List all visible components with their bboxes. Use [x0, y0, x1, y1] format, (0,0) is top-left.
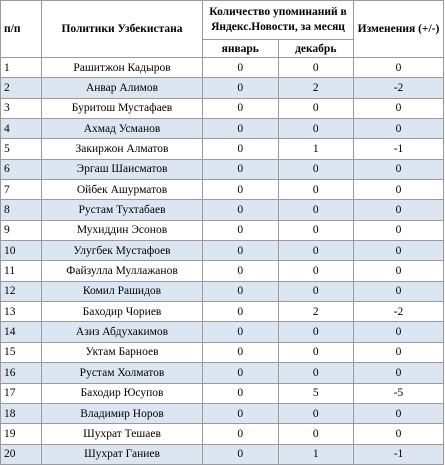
december-count: 1: [278, 139, 354, 159]
december-count: 0: [278, 424, 354, 444]
january-count: 0: [203, 322, 279, 342]
header-december: декабрь: [278, 40, 354, 58]
change-value: -5: [354, 383, 444, 403]
row-number: 5: [1, 139, 42, 159]
row-number: 19: [1, 424, 42, 444]
row-number: 8: [1, 200, 42, 220]
politician-name: Владимир Норов: [42, 403, 203, 423]
change-value: -1: [354, 444, 444, 464]
table-body: [1, 58, 444, 465]
row-number: 17: [1, 383, 42, 403]
january-count: 0: [203, 139, 279, 159]
december-count: 0: [278, 119, 354, 139]
table-row: [1, 58, 444, 78]
january-count: 0: [203, 281, 279, 301]
january-count: 0: [203, 58, 279, 78]
table-row: [1, 78, 444, 98]
politician-name: Мухиддин Эсонов: [42, 220, 203, 240]
politician-name: Рашитжон Кадыров: [42, 58, 203, 78]
table-row: [1, 302, 444, 322]
header-number: п/п: [1, 1, 42, 58]
politician-name: Шухрат Тешаев: [42, 424, 203, 444]
table-header: [1, 1, 444, 58]
change-value: 0: [354, 159, 444, 179]
change-value: 0: [354, 220, 444, 240]
table-row: [1, 342, 444, 362]
december-count: 0: [278, 241, 354, 261]
row-number: 7: [1, 180, 42, 200]
row-number: 2: [1, 78, 42, 98]
table-row: [1, 403, 444, 423]
table-row: [1, 220, 444, 240]
january-count: 0: [203, 220, 279, 240]
row-number: 1: [1, 58, 42, 78]
politician-name: Улугбек Мустафоев: [42, 241, 203, 261]
change-value: -2: [354, 78, 444, 98]
january-count: 0: [203, 180, 279, 200]
politician-name: Ойбек Ашурматов: [42, 180, 203, 200]
table-row: [1, 139, 444, 159]
politician-name: Файзулла Муллажанов: [42, 261, 203, 281]
change-value: 0: [354, 363, 444, 383]
header-mentions: Количество упоминаний в Яндекс.Новости, за месяц: [203, 1, 354, 40]
row-number: 4: [1, 119, 42, 139]
politician-name: Баходир Юсупов: [42, 383, 203, 403]
table-row: [1, 180, 444, 200]
january-count: 0: [203, 78, 279, 98]
december-count: 0: [278, 58, 354, 78]
change-value: 0: [354, 98, 444, 118]
change-value: 0: [354, 403, 444, 423]
politician-name: Буритош Мустафаев: [42, 98, 203, 118]
december-count: 0: [278, 363, 354, 383]
table-row: [1, 444, 444, 464]
change-value: 0: [354, 261, 444, 281]
politician-name: Эргаш Шаисматов: [42, 159, 203, 179]
change-value: 0: [354, 241, 444, 261]
december-count: 0: [278, 220, 354, 240]
politician-name: Закиржон Алматов: [42, 139, 203, 159]
header-change: Изменения (+/-): [354, 1, 444, 58]
change-value: 0: [354, 424, 444, 444]
january-count: 0: [203, 424, 279, 444]
table-row: [1, 261, 444, 281]
december-count: 5: [278, 383, 354, 403]
january-count: 0: [203, 383, 279, 403]
row-number: 11: [1, 261, 42, 281]
row-number: 6: [1, 159, 42, 179]
january-count: 0: [203, 98, 279, 118]
december-count: 2: [278, 302, 354, 322]
change-value: 0: [354, 281, 444, 301]
change-value: 0: [354, 58, 444, 78]
january-count: 0: [203, 159, 279, 179]
december-count: 0: [278, 200, 354, 220]
january-count: 0: [203, 363, 279, 383]
table-row: [1, 322, 444, 342]
table-row: [1, 424, 444, 444]
change-value: 0: [354, 119, 444, 139]
change-value: -1: [354, 139, 444, 159]
january-count: 0: [203, 403, 279, 423]
december-count: 0: [278, 281, 354, 301]
row-number: 18: [1, 403, 42, 423]
december-count: 2: [278, 78, 354, 98]
politician-name: Азиз Абдухакимов: [42, 322, 203, 342]
december-count: 0: [278, 159, 354, 179]
row-number: 15: [1, 342, 42, 362]
politician-name: Ахмад Усманов: [42, 119, 203, 139]
change-value: -2: [354, 302, 444, 322]
row-number: 13: [1, 302, 42, 322]
table-row: [1, 119, 444, 139]
row-number: 3: [1, 98, 42, 118]
december-count: 0: [278, 342, 354, 362]
politician-name: Рустам Тухтабаев: [42, 200, 203, 220]
change-value: 0: [354, 200, 444, 220]
header-politician: Политики Узбекистана: [42, 1, 203, 58]
politician-name: Баходир Чориев: [42, 302, 203, 322]
december-count: 0: [278, 403, 354, 423]
table-row: [1, 98, 444, 118]
table-row: [1, 200, 444, 220]
table-row: [1, 363, 444, 383]
row-number: 14: [1, 322, 42, 342]
january-count: 0: [203, 302, 279, 322]
table-row: [1, 383, 444, 403]
politician-name: Комил Рашидов: [42, 281, 203, 301]
table-row: [1, 159, 444, 179]
row-number: 16: [1, 363, 42, 383]
january-count: 0: [203, 261, 279, 281]
politician-name: Шухрат Ганиев: [42, 444, 203, 464]
change-value: 0: [354, 342, 444, 362]
january-count: 0: [203, 200, 279, 220]
row-number: 20: [1, 444, 42, 464]
politician-name: Уктам Барноев: [42, 342, 203, 362]
table-row: [1, 241, 444, 261]
row-number: 10: [1, 241, 42, 261]
change-value: 0: [354, 180, 444, 200]
row-number: 9: [1, 220, 42, 240]
december-count: 0: [278, 322, 354, 342]
change-value: 0: [354, 322, 444, 342]
january-count: 0: [203, 119, 279, 139]
december-count: 0: [278, 98, 354, 118]
header-row-main: [1, 1, 444, 40]
december-count: 1: [278, 444, 354, 464]
row-number: 12: [1, 281, 42, 301]
january-count: 0: [203, 444, 279, 464]
january-count: 0: [203, 342, 279, 362]
december-count: 0: [278, 180, 354, 200]
politician-name: Анвар Алимов: [42, 78, 203, 98]
header-january: январь: [203, 40, 279, 58]
politician-name: Рустам Холматов: [42, 363, 203, 383]
table-row: [1, 281, 444, 301]
january-count: 0: [203, 241, 279, 261]
december-count: 0: [278, 261, 354, 281]
